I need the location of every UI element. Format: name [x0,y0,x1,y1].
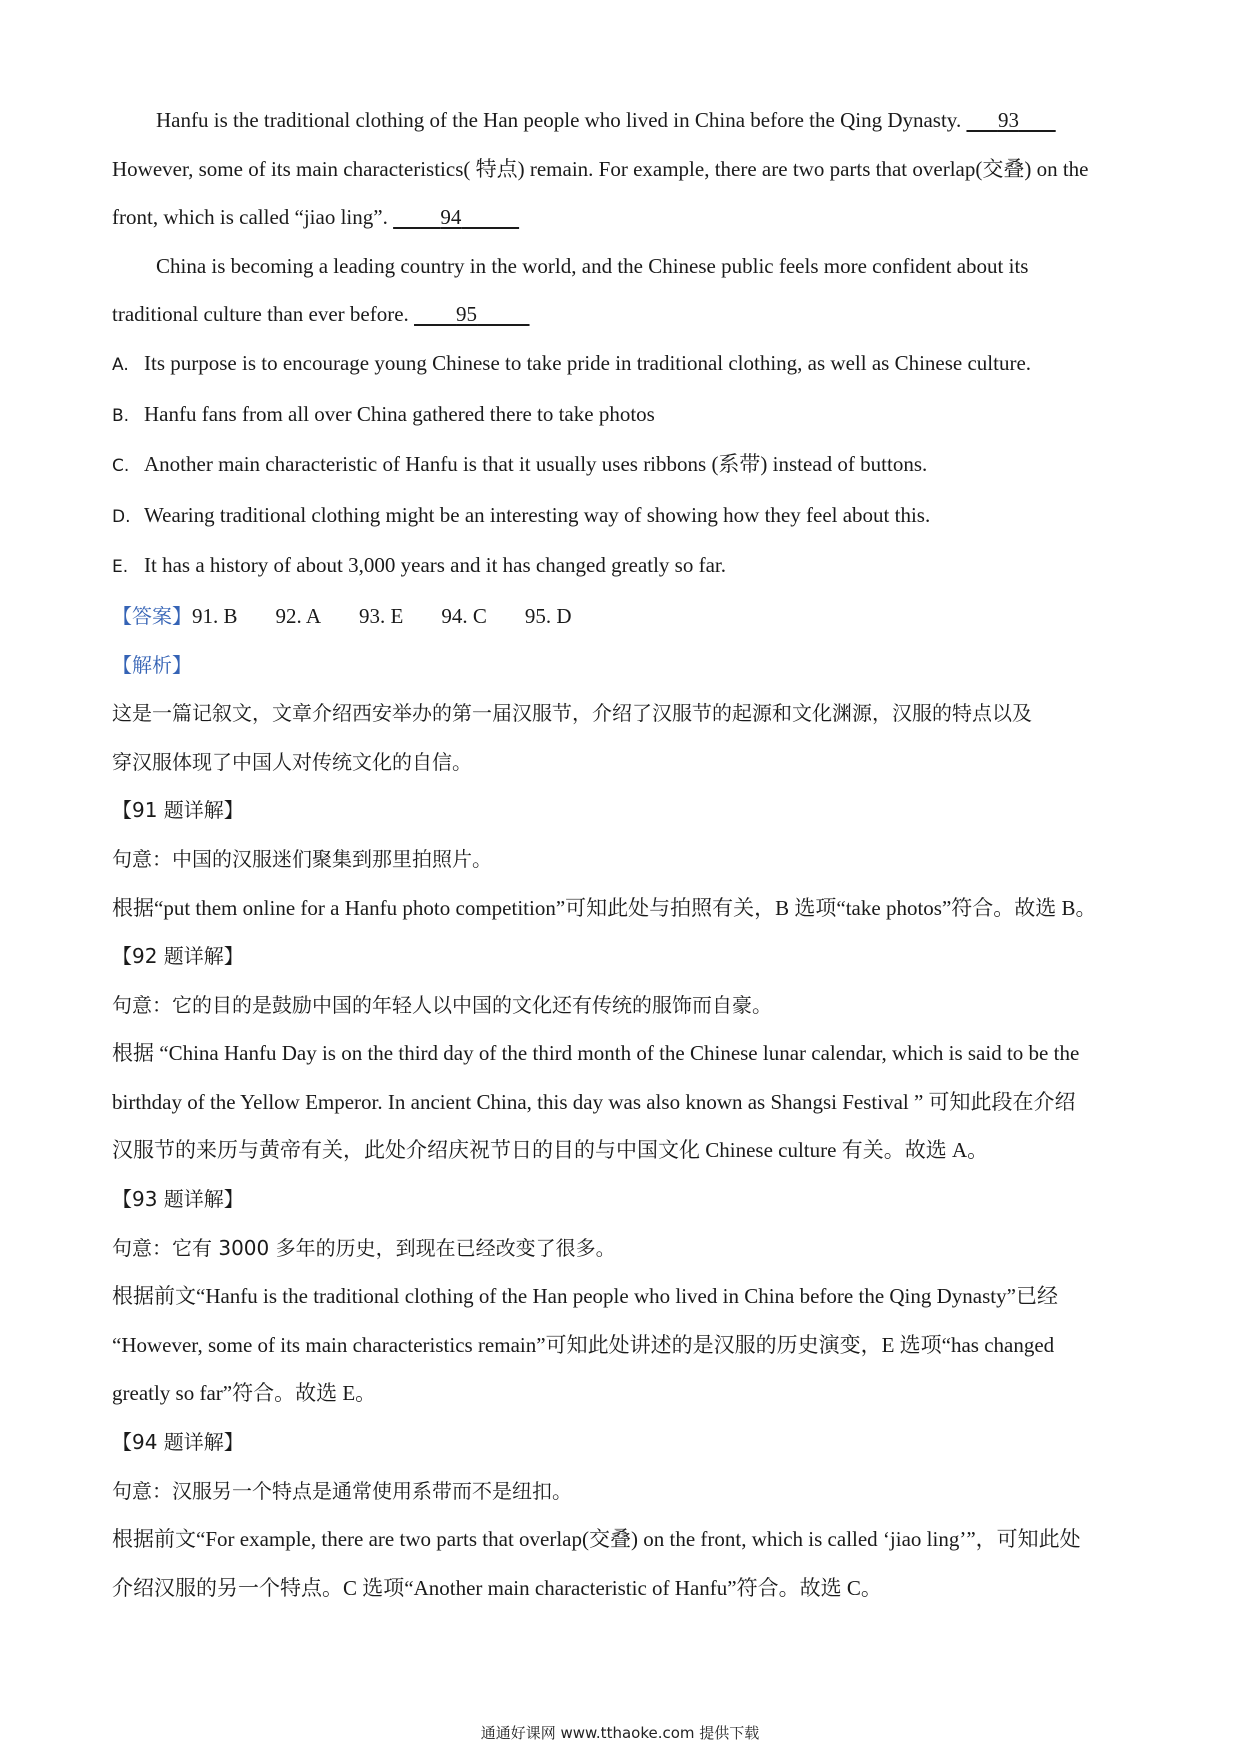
passage-text: front, which is called “jiao ling”. [112,205,388,230]
q93-meaning: 句意：它有 3000 多年的历史，到现在已经改变了很多。 [112,1235,616,1260]
passage-text: Hanfu is the traditional clothing of the Han people who lived in China before the Qing Dynasty. [156,108,962,132]
q94-heading: 【94 题详解】 [112,1430,244,1455]
q92-reason: 汉服节的来历与黄帝有关，此处介绍庆祝节日的目的与中国文化 Chinese culture 有关。故选 A。 [112,1138,989,1163]
option-letter: C. [112,456,130,477]
answer-item: 94. C [441,603,487,628]
passage-line: However, some of its main characteristics( 特点) remain. For example, there are two parts that overlap(交叠) on the [112,156,1089,181]
analysis-tag: 【解析】 [112,652,192,677]
passage-line [112,290,1132,339]
option-b [112,390,1132,441]
option-letter: B. [112,405,130,426]
analysis-summary: 这是一篇记叙文，文章介绍西安举办的第一届汉服节，介绍了汉服节的起源和文化渊源，汉服的特点以及 [112,701,1032,726]
option-text: It has a history of about 3,000 years and it has changed greatly so far. [144,553,727,578]
answer-tag: 【答案】 [112,603,192,628]
q91-heading: 【91 题详解】 [112,798,244,823]
q92-reason: 根据 “China Hanfu Day is on the third day of the third month of the Chinese lunar calendar, which is said to be the [112,1041,1080,1066]
q91-meaning: 句意：中国的汉服迷们聚集到那里拍照片。 [112,846,492,871]
option-letter: D. [112,506,131,527]
option-d [112,491,1132,542]
option-text: Another main characteristic of Hanfu is that it usually uses ribbons (系带) instead of buttons. [144,452,928,477]
document-body [112,96,1132,1612]
q93-reason: 根据前文“Hanfu is the traditional clothing of the Han people who lived in China before the Qing Dynasty”已经 [112,1284,1058,1309]
q94-reason: 根据前文“For example, there are two parts that overlap(交叠) on the front, which is called ‘jiao ling’”，可知此处 [112,1527,1081,1552]
blank-93: 93 [997,108,1019,132]
answer-item: 93. E [359,603,404,628]
answer-item: 92. A [275,603,322,628]
answer-item: 95. D [524,603,572,628]
blank-94: 94 [440,205,462,230]
q92-heading: 【92 题详解】 [112,944,244,969]
q92-reason: birthday of the Yellow Emperor. In ancient China, this day was also known as Shangsi Festival ” 可知此段在介绍 [112,1089,1076,1114]
q93-reason: greatly so far”符合。故选 E。 [112,1381,377,1406]
analysis-tag-line [112,641,1132,690]
passage-text: traditional culture than ever before. [112,302,409,327]
answer-item: 91. B [192,603,238,628]
option-letter: A. [112,354,129,375]
q94-meaning: 句意：汉服另一个特点是通常使用系带而不是纽扣。 [112,1478,572,1503]
option-text: Its purpose is to encourage young Chinese to take pride in traditional clothing, as well as Chinese culture. [144,350,1032,375]
option-a [112,339,1132,390]
option-letter: E. [112,557,129,578]
passage-line: China is becoming a leading country in the world, and the Chinese public feels more confident about its [156,253,1029,278]
q91-reason: 根据“put them online for a Hanfu photo competition”可知此处与拍照有关，B 选项“take photos”符合。故选 B。 [112,895,1097,920]
option-e [112,541,1132,592]
answer-line [112,592,1132,641]
analysis-summary: 穿汉服体现了中国人对传统文化的自信。 [112,749,472,774]
option-text: Wearing traditional clothing might be an interesting way of showing how they feel about this. [144,502,931,527]
q94-reason: 介绍汉服的另一个特点。C 选项“Another main characteristic of Hanfu”符合。故选 C。 [112,1575,882,1600]
q92-meaning: 句意：它的目的是鼓励中国的年轻人以中国的文化还有传统的服饰而自豪。 [112,992,772,1017]
option-text: Hanfu fans from all over China gathered there to take photos [144,401,655,426]
passage-line [112,96,1132,145]
q93-heading: 【93 题详解】 [112,1187,244,1212]
page-footer: 通通好课网 www.tthaoke.com 提供下载 [480,1724,760,1742]
blank-95: 95 [456,302,478,327]
q93-reason: “However, some of its main characteristics remain”可知此处讲述的是汉服的历史演变，E 选项“has changed [112,1332,1055,1357]
passage-line [112,193,1132,242]
option-c [112,440,1132,491]
